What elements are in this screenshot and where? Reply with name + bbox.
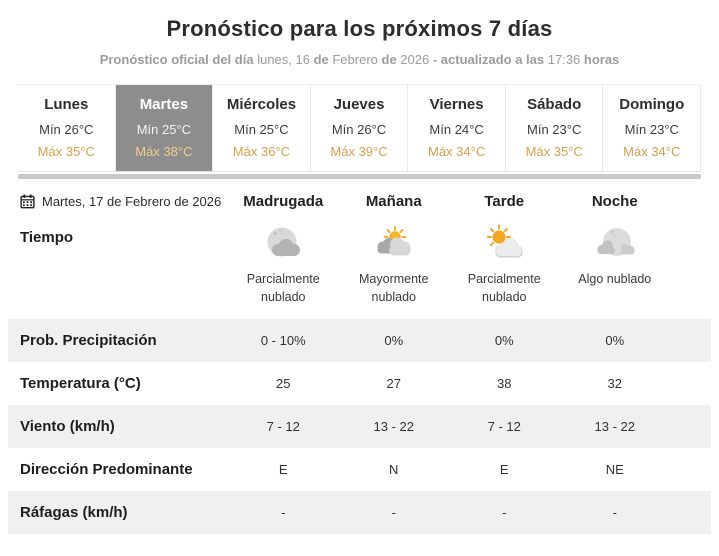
cell-value: E (499, 462, 509, 478)
day-max-temp: Máx 35°C (525, 144, 583, 159)
condition-description: Parcialmente nublado (246, 272, 320, 305)
day-min-temp: Mín 26°C (331, 122, 387, 137)
forecast-date-label: Martes, 17 de Febrero de 2026 (42, 194, 222, 209)
cell-value: 38 (497, 376, 512, 392)
sun-behind-clouds-icon (370, 224, 418, 264)
cell-value: 7 - 12 (266, 419, 300, 435)
day-max-temp: Máx 35°C (37, 144, 95, 159)
day-min-temp: Mín 25°C (136, 122, 192, 137)
day-tab-martes-selected[interactable] (116, 85, 214, 171)
day-max-temp: Máx 36°C (232, 144, 291, 159)
forecast-table (8, 193, 711, 534)
day-tab-domingo[interactable] (603, 85, 701, 171)
day-min-temp: Mín 24°C (429, 122, 484, 137)
day-min-temp: Mín 26°C (39, 122, 94, 137)
forecast-issued-subtitle: Pronóstico oficial del día lunes, 16 de Febrero de 2026 - actualizado a las 17:36 horas (99, 52, 620, 67)
cell-value: - (612, 505, 617, 521)
day-name: Sábado (527, 96, 582, 113)
day-min-temp: Mín 25°C (234, 122, 289, 137)
day-tab-sabado[interactable] (506, 85, 604, 171)
cell-value: 0 - 10% (260, 333, 306, 349)
cell-value: 0% (494, 333, 514, 349)
moon-cloud-icon (259, 224, 307, 264)
cell-value: 0% (384, 333, 404, 349)
day-name: Lunes (44, 96, 89, 113)
moon-small-clouds-icon (591, 224, 639, 264)
cell-value: 0% (605, 333, 625, 349)
page-header (0, 16, 719, 67)
day-tab-lunes[interactable] (18, 85, 116, 171)
day-tab-viernes[interactable] (408, 85, 506, 171)
day-max-temp: Máx 38°C (135, 144, 193, 159)
day-strip-scrollbar[interactable] (18, 174, 701, 179)
cell-value: 7 - 12 (487, 419, 521, 435)
table-row-rafagas (8, 491, 711, 534)
cell-value: 27 (386, 376, 401, 392)
weather-conditions-row (8, 224, 711, 306)
period-header-noche: Noche (591, 193, 638, 210)
cell-value: - (281, 505, 286, 521)
cell-value: - (391, 505, 396, 521)
cell-value: NE (605, 462, 624, 478)
forecast-data-rows (8, 319, 711, 534)
cell-value: - (502, 505, 507, 521)
day-name: Miércoles (226, 96, 297, 113)
cell-value: 32 (607, 376, 622, 392)
day-max-temp: Máx 39°C (330, 144, 388, 159)
day-max-temp: Máx 34°C (427, 144, 486, 159)
table-row-temperatura (8, 362, 711, 405)
period-header-manana: Mañana (365, 193, 422, 210)
row-label: Dirección Predominante (20, 461, 193, 479)
period-header-madrugada: Madrugada (243, 193, 324, 210)
forecast-date (8, 194, 228, 209)
day-min-temp: Mín 23°C (624, 122, 679, 137)
day-min-temp: Mín 23°C (527, 122, 582, 137)
condition-manana (339, 224, 450, 306)
condition-tarde (449, 224, 560, 306)
condition-noche (560, 224, 671, 288)
page-title: Pronóstico para los próximos 7 días (166, 16, 553, 41)
row-label: Temperatura (°C) (20, 375, 141, 393)
condition-madrugada (228, 224, 339, 306)
row-label: Viento (km/h) (20, 418, 115, 436)
day-name: Domingo (619, 96, 685, 113)
day-selector-strip (18, 84, 701, 172)
table-header-row (8, 193, 711, 210)
row-label: Ráfagas (km/h) (20, 504, 128, 522)
calendar-icon (20, 194, 35, 209)
period-header-tarde: Tarde (484, 193, 525, 210)
day-max-temp: Máx 34°C (623, 144, 681, 159)
row-label: Prob. Precipitación (20, 332, 157, 350)
day-tab-miercoles[interactable] (213, 85, 311, 171)
table-row-viento (8, 405, 711, 448)
day-name: Martes (139, 96, 189, 113)
table-row-direccion (8, 448, 711, 491)
day-name: Viernes (429, 96, 484, 113)
row-label-tiempo: Tiempo (20, 229, 74, 246)
condition-description: Parcialmente nublado (467, 272, 541, 305)
condition-description: Mayormente nublado (359, 272, 429, 305)
sun-cloud-icon (480, 224, 528, 264)
cell-value: 13 - 22 (594, 419, 635, 435)
day-tab-jueves[interactable] (311, 85, 409, 171)
condition-description: Algo nublado (578, 272, 652, 286)
table-row-precipitacion (8, 319, 711, 362)
cell-value: N (389, 462, 399, 478)
cell-value: E (278, 462, 288, 478)
cell-value: 13 - 22 (373, 419, 414, 435)
day-name: Jueves (333, 96, 385, 113)
cell-value: 25 (276, 376, 291, 392)
